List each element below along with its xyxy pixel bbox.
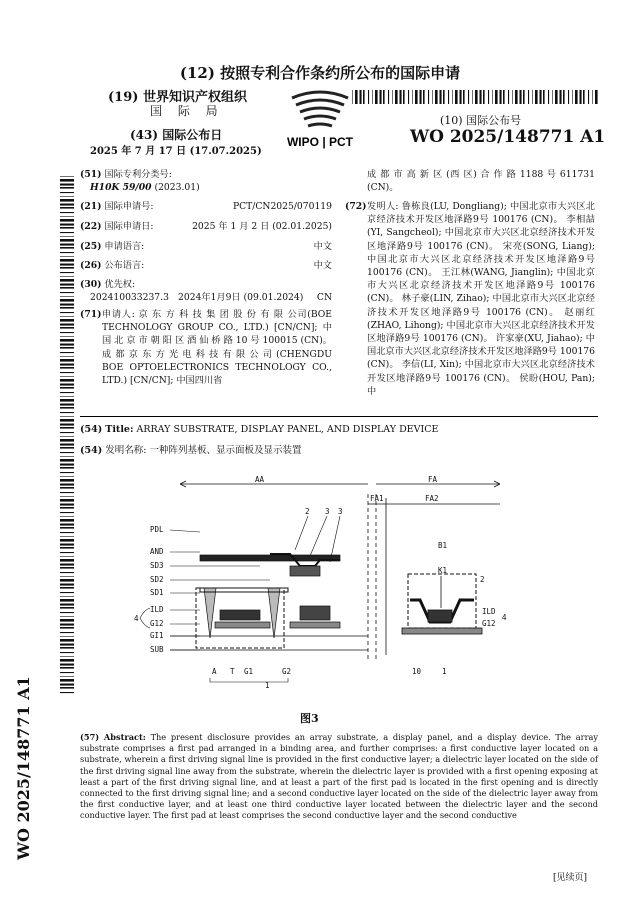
barcode-side: [60, 176, 74, 696]
pub-no: WO 2025/148771 A1: [410, 127, 606, 147]
svg-text:AND: AND: [150, 547, 164, 556]
svg-text:SD3: SD3: [150, 561, 164, 570]
field-71-cont: 成 都 市 高 新 区 (西 区) 合 作 路 1188 号 611731 (CN)。: [367, 169, 595, 194]
svg-text:1: 1: [442, 667, 447, 676]
logo-text: WIPO | PCT: [286, 135, 354, 149]
pub-date-label: (43) 国际公布日: [130, 128, 223, 142]
org-name: (19) 世界知识产权组织: [108, 90, 247, 105]
svg-text:SUB: SUB: [150, 645, 164, 654]
svg-text:K1: K1: [438, 566, 448, 575]
field-72: (72) 发明人: 鲁栋良(LU, Dongliang); 中国北京市大兴区北京经济技术开发区地泽路9号 100176 (CN)。 李相喆(YI, Sangcheol); 中国北京市大兴区北京经济技术开发区地泽路9号 100176 (CN)。 宋亮(SONG, Liang); 中国北京市大兴区北京经济技术开发区地泽路9号 100176 (CN)。 王江林(WANG, Jianglin); 中国北京市大兴区北京经济技术开发区地泽路9号 100176 (CN)。 林子豪(LIN, Zihao); 中国北京市大兴区北京经济技术开发区地泽路9号 100176 (CN)。 赵丽红(ZHAO, Lihong); 中国北京市大兴区北京经济技术开发区地泽路9号 100176 (CN)。 许家豪(XU, Jiahao); 中国北京市大兴区北京经济技术开发区地泽路9号 100176 (CN)。 李信(LI, Xin); 中国北京市大兴区北京经济技术开发区地泽路9号 100176 (CN)。 侯盼(HOU, Pan); 中: [345, 201, 595, 397]
continued-note: [见续页]: [553, 873, 588, 883]
svg-text:A: A: [212, 667, 217, 676]
title-cn: (54) 发明名称: 一种阵列基板、显示面板及显示装置: [80, 445, 302, 456]
svg-text:10: 10: [412, 667, 422, 676]
figure-caption: 图3: [300, 712, 319, 725]
svg-text:ILD: ILD: [150, 605, 164, 614]
svg-text:SD1: SD1: [150, 588, 164, 597]
svg-text:1: 1: [265, 681, 270, 690]
field-22: (22) 国际申请日: 2025 年 1 月 2 日 (02.01.2025): [80, 221, 332, 232]
field-21: (21) 国际申请号: PCT/CN2025/070119: [80, 201, 332, 212]
svg-text:2: 2: [480, 575, 485, 584]
svg-text:G1: G1: [244, 667, 254, 676]
document-title: (12) 按照专利合作条约所公布的国际申请: [179, 64, 461, 82]
svg-text:4: 4: [502, 613, 507, 622]
svg-text:FA2: FA2: [425, 494, 439, 503]
org-sub: 国 际 局: [150, 104, 224, 118]
svg-text:ILD: ILD: [482, 607, 496, 616]
svg-text:FA: FA: [428, 475, 438, 484]
field-26: (26) 公布语言: 中文: [80, 260, 332, 271]
svg-text:B1: B1: [438, 541, 448, 550]
barcode-top: [352, 90, 596, 104]
svg-text:G12: G12: [482, 619, 496, 628]
svg-text:PDL: PDL: [150, 525, 164, 534]
field-30: (30) 优先权: 202410033237.3 2024年1月9日 (09.01.2024) CN: [80, 279, 332, 304]
pub-date: 2025 年 7 月 17 日 (17.07.2025): [90, 146, 262, 157]
field-51: (51) 国际专利分类号: H10K 59/00 (2023.01): [80, 169, 200, 194]
svg-text:G12: G12: [150, 619, 164, 628]
title-en: (54) Title: ARRAY SUBSTRATE, DISPLAY PANEL, AND DISPLAY DEVICE: [80, 424, 439, 435]
svg-text:2: 2: [305, 507, 310, 516]
field-71: (71) 申请人: 京 东 方 科 技 集 团 股 份 有 限 公司(BOE TECHNOLOGY GROUP CO., LTD.) [CN/CN]; 中 国 北 京 市 朝 阳 区 酒 仙 桥 路 10 号 100015 (CN)。 成 都 京 东 方 光 电 科 技 有 限 公 司 (CHENGDU BOE OPTOELECTRONICS TECHNOLOGY CO., LTD.) [CN/CN]; 中国四川省: [80, 309, 332, 387]
svg-text:T: T: [230, 667, 235, 676]
svg-text:SD2: SD2: [150, 575, 164, 584]
side-label: WO 2025/148771 A1: [14, 676, 33, 860]
svg-text:FA1: FA1: [370, 494, 384, 503]
abstract: (57) Abstract: The present disclosure provides an array substrate, a display panel, and a display device. The array substrate comprises a first pad arranged in a binding area, and further comprises: a first conductive layer located on a substrate, wherein a first driving signal line is provided in the first conductive layer; a dielectric layer located on the side of the first driving signal line away from the substrate, wherein the dielectric layer is provided with a first opening exposing at least a part of the first driving signal line, and at least a part of the first pad is located in the first opening and is directly connected to the first driving signal line; and a second conductive layer located on the side of the dielectric layer away from the first conductive layer, and at least one third conductive layer located between the dielectric layer and the second conductive layer. The first pad at least comprises the second conductive layer and the second conductive: [80, 732, 598, 821]
pub-no-label: (10) 国际公布号: [440, 114, 522, 127]
svg-text:GI1: GI1: [150, 631, 164, 640]
svg-text:3: 3: [338, 507, 343, 516]
figure-3: [134, 470, 510, 690]
svg-text:3: 3: [325, 507, 330, 516]
field-25: (25) 申请语言: 中文: [80, 241, 332, 252]
svg-text:AA: AA: [255, 475, 265, 484]
divider: [80, 416, 598, 417]
svg-text:G2: G2: [282, 667, 292, 676]
svg-text:4: 4: [134, 614, 139, 623]
